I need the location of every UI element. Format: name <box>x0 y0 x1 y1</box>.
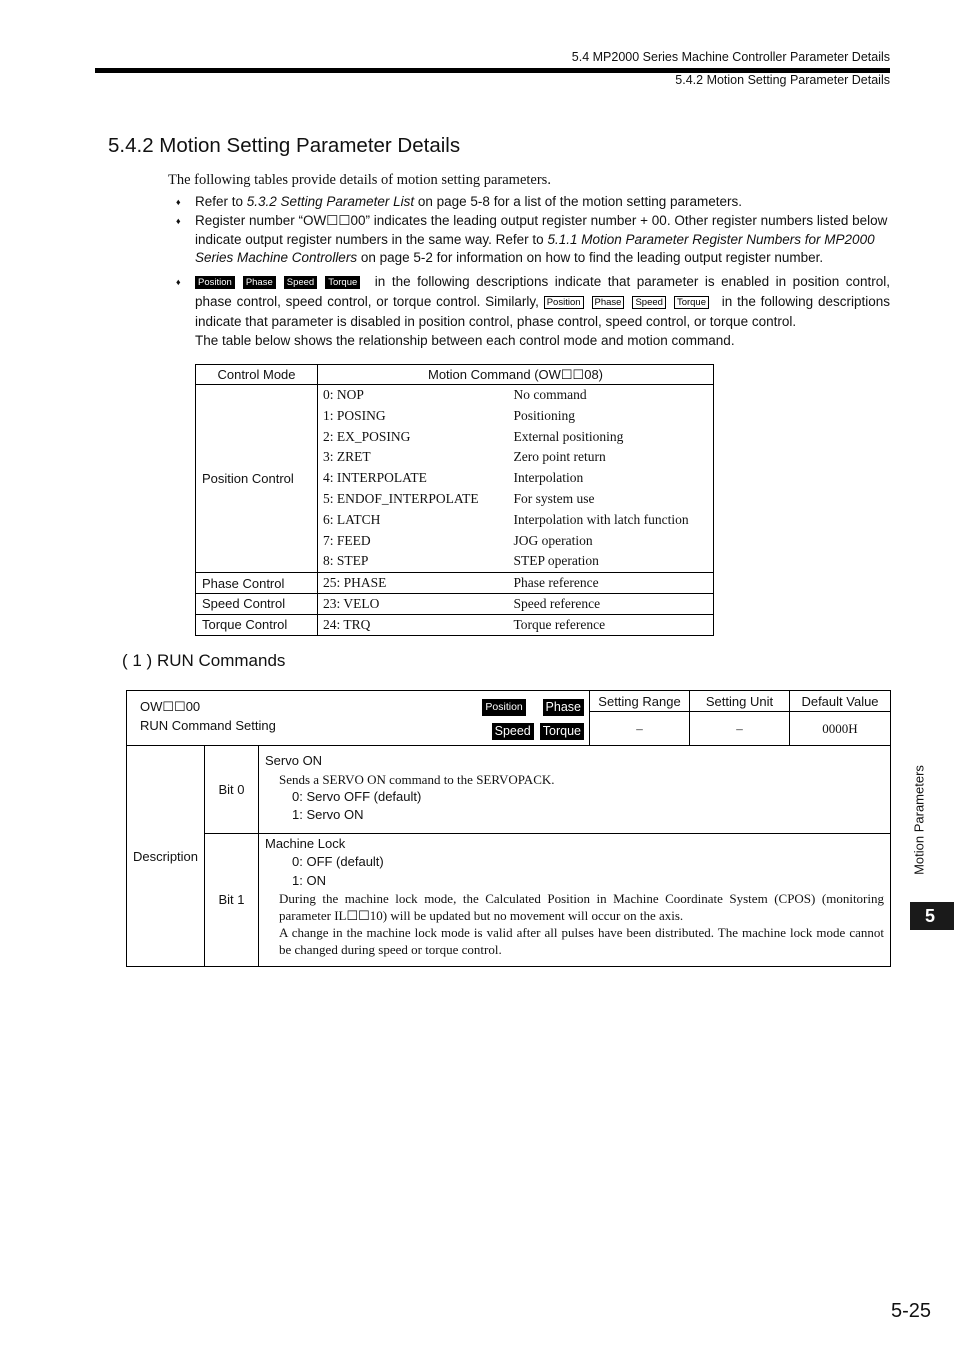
bit-description <box>259 746 891 834</box>
chapter-tab: 5 <box>910 902 954 930</box>
bullet-list <box>176 193 890 350</box>
torque-disabled-badge: Torque <box>674 296 709 309</box>
control-mode-cell: Speed Control <box>196 593 318 614</box>
position-enabled-badge: Position <box>482 699 525 716</box>
command-cell: 25: PHASE <box>318 573 509 594</box>
command-cell: 8: STEP <box>323 553 369 569</box>
torque-enabled-badge: Torque <box>540 723 584 740</box>
register-number: OW☐☐00 <box>140 699 201 714</box>
command-cell: 5: ENDOF_INTERPOLATE <box>323 490 479 506</box>
table-caption: The table below shows the relationship between each control mode and motion command. <box>195 332 735 348</box>
command-description: Torque reference <box>509 614 714 635</box>
position-enabled-badge: Position <box>195 276 235 289</box>
bullet-item: ♦ Position Phase Speed Torque in the following descriptions indicate that parameter is enabled in position control, phase control, speed control, or torque control. Similarly, Position Phase Speed Torque in the following descriptions indicate that parameter is disabled in position control, phase control, speed control, or torque control. <box>176 273 891 329</box>
running-header-section: 5.4 MP2000 Series Machine Controller Parameter Details <box>571 50 890 64</box>
phase-enabled-badge: Phase <box>543 699 584 716</box>
bit-option: 1: Servo ON <box>292 807 364 822</box>
control-mode-cell: Position Control <box>196 385 318 573</box>
command-cell: 0: NOP <box>323 387 364 402</box>
command-list <box>318 385 509 573</box>
table-header: Motion Command (OW☐☐08) <box>318 365 714 385</box>
chapter-side-label: Motion Parameters <box>911 765 927 875</box>
table-row <box>196 614 714 635</box>
command-description: Phase reference <box>509 573 714 594</box>
speed-disabled-badge: Speed <box>632 296 665 309</box>
command-description: For system use <box>513 490 595 506</box>
cross-reference: 5.1.1 Motion Parameter Register Numbers for MP2000 Series Machine Controllers <box>195 231 875 266</box>
bullet-item: ♦ Register number “OW☐☐00” indicates the leading output register number + 00. Other register numbers listed below indicate output register numbers in the same way. Refer to 5.1.1 Motion Parameter Register Numbers for MP2000 Series Machine Controllers on page 5-2 for information on how to find the leading output register number. <box>176 213 888 266</box>
command-description: No command <box>513 387 587 402</box>
cross-reference: 5.3.2 Setting Parameter List <box>246 194 415 209</box>
bit-title: Servo ON <box>265 753 323 768</box>
command-cell: 2: EX_POSING <box>323 428 411 444</box>
command-cell: 23: VELO <box>318 593 509 614</box>
speed-enabled-badge: Speed <box>284 276 317 289</box>
command-cell: 7: FEED <box>323 532 371 548</box>
intro-text: The following tables provide details of motion setting parameters. <box>168 172 551 188</box>
subsection-heading: ( 1 ) RUN Commands <box>122 651 286 670</box>
control-mode-badges <box>482 699 584 740</box>
table-row <box>196 573 714 594</box>
torque-enabled-badge: Torque <box>325 276 360 289</box>
bit-detail: Sends a SERVO ON command to the SERVOPACK. <box>279 771 555 787</box>
bit-label: Bit 1 <box>205 833 259 967</box>
bit-detail: A change in the machine lock mode is valid after all pulses have been distributed. The machine lock mode cannot be changed during speed or torque control. <box>279 925 884 957</box>
command-cell: 3: ZRET <box>323 449 371 465</box>
command-cell: 4: INTERPOLATE <box>323 470 427 486</box>
command-description: Positioning <box>513 407 576 423</box>
phase-enabled-badge: Phase <box>243 276 276 289</box>
command-description: External positioning <box>513 428 624 444</box>
bullet-icon: ♦ <box>176 197 181 207</box>
command-description: Zero point return <box>513 449 606 465</box>
control-mode-cell: Torque Control <box>196 614 318 635</box>
running-header-subsection: 5.4.2 Motion Setting Parameter Details <box>675 73 890 87</box>
bullet-icon: ♦ <box>176 216 181 227</box>
setting-unit-header: Setting Unit <box>690 691 790 712</box>
command-cell: 1: POSING <box>323 407 386 423</box>
phase-disabled-badge: Phase <box>592 296 625 309</box>
command-description: STEP operation <box>513 553 599 569</box>
position-disabled-badge: Position <box>544 296 584 309</box>
table-row <box>196 593 714 614</box>
page-number: 5-25 <box>890 1300 931 1322</box>
command-description: Interpolation <box>513 470 584 486</box>
bit-detail: During the machine lock mode, the Calculated Position in Machine Coordinate System (CPOS) (monitoring parameter IL☐☐10) will be updated but no movement will occur on the axis. <box>279 891 884 923</box>
setting-range-header: Setting Range <box>590 691 690 712</box>
bullet-item: ♦ Refer to 5.3.2 Setting Parameter List on page 5-8 for a list of the motion setting parameters. <box>176 193 890 211</box>
speed-enabled-badge: Speed <box>492 723 534 740</box>
bit-label: Bit 0 <box>205 746 259 834</box>
register-name: RUN Command Setting <box>140 718 276 733</box>
command-description: Speed reference <box>509 593 714 614</box>
command-cell: 24: TRQ <box>318 614 509 635</box>
description-label: Description <box>127 746 205 967</box>
bit-title: Machine Lock <box>265 835 346 851</box>
bullet-icon: ♦ <box>176 276 181 287</box>
bit-option: 1: ON <box>292 872 326 888</box>
command-cell: 6: LATCH <box>323 511 381 527</box>
bit-description <box>259 833 891 967</box>
section-title: 5.4.2 Motion Setting Parameter Details <box>108 134 461 157</box>
bit-option: 0: OFF (default) <box>292 854 384 869</box>
setting-range-value: – <box>590 712 690 746</box>
table-header: Control Mode <box>196 365 318 385</box>
control-mode-cell: Phase Control <box>196 573 318 594</box>
command-description: Interpolation with latch function <box>513 511 689 527</box>
default-value: 0000H <box>790 712 891 746</box>
command-description-list <box>509 385 714 573</box>
bit-option: 0: Servo OFF (default) <box>292 788 422 804</box>
command-description: JOG operation <box>513 532 593 548</box>
control-mode-table <box>195 364 714 636</box>
setting-unit-value: – <box>690 712 790 746</box>
run-command-table <box>126 690 891 967</box>
default-value-header: Default Value <box>790 691 891 712</box>
register-cell <box>127 691 590 746</box>
